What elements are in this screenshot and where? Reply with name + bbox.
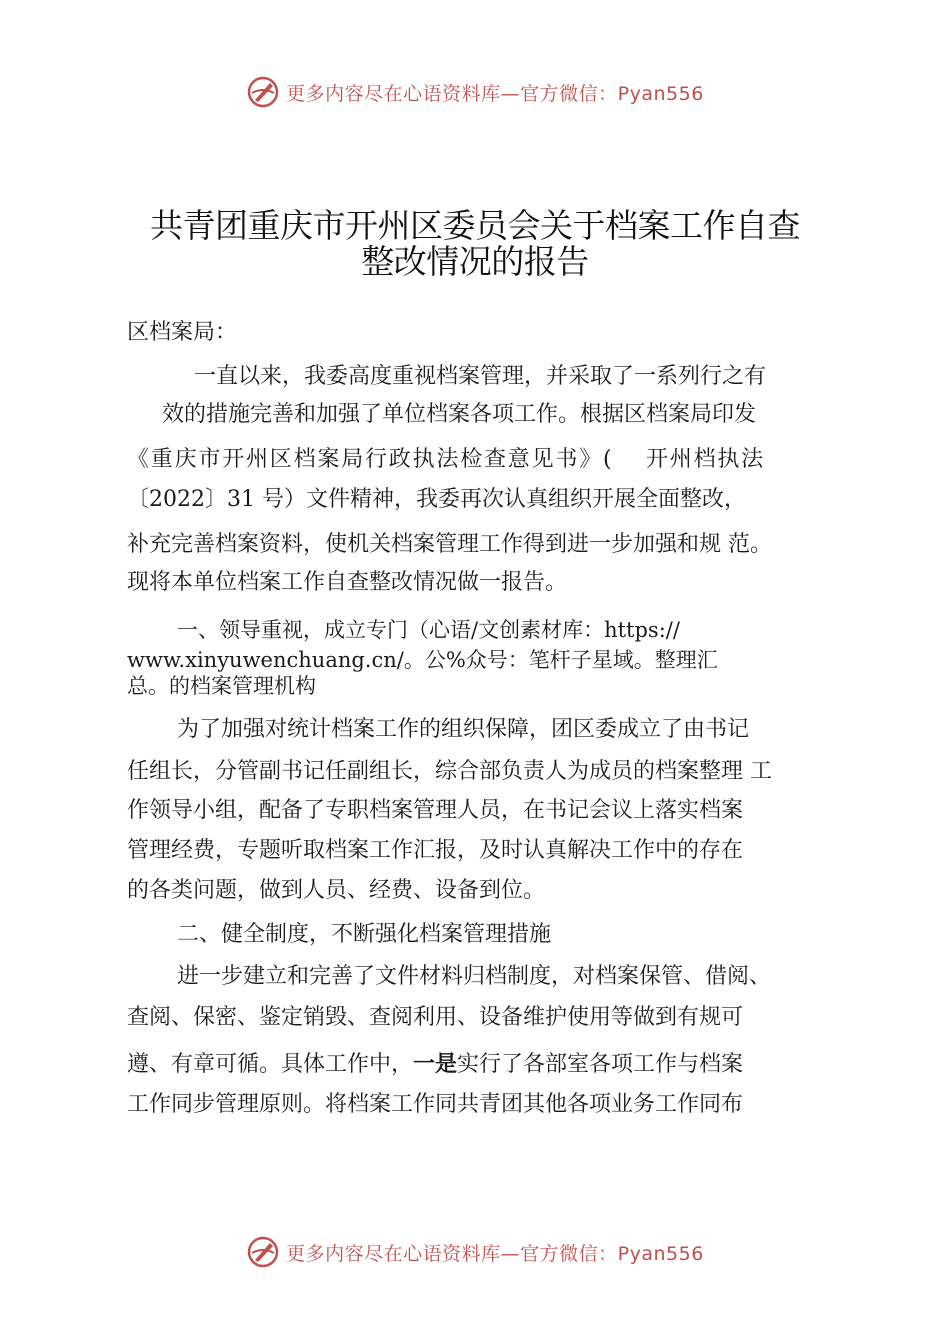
text-segment: 遵、有章可循。具体工作中， — [127, 1052, 414, 1077]
paragraph-line: 的各类问题，做到人员、经费、设备到位。 — [127, 878, 546, 903]
paragraph-line: 为了加强对统计档案工作的组织保障，团区委成立了由书记 — [177, 717, 750, 742]
paragraph-line: 进一步建立和完善了文件材料归档制度，对档案保管、借阅、 — [177, 964, 772, 989]
footer-banner — [0, 1232, 950, 1272]
paragraph-line: 作领导小组，配备了专职档案管理人员，在书记会议上落实档案 — [127, 798, 744, 823]
banner-text: 更多内容尽在心语资料库—官方微信：Pyan556 — [286, 82, 704, 105]
section-heading-1: 一、领导重视，成立专门（心语/文创素材库：https:// — [177, 618, 680, 642]
paragraph-line: 查阅、保密、鉴定销毁、查阅利用、设备维护使用等做到有规可 — [127, 1005, 744, 1030]
emphasis-text: 一是 — [413, 1052, 458, 1077]
quill-seal-icon — [246, 1235, 280, 1269]
paragraph-line: 任组长，分管副书记任副组长，综合部负责人为成员的档案整理 工 — [127, 759, 772, 784]
salutation: 区档案局： — [127, 320, 238, 345]
title-line-1: 共青团重庆市开州区委员会关于档案工作自查 — [150, 206, 800, 245]
section-heading-1: www.xinyuwenchuang.cn/。公%众号：笔杆子星域。整理汇 — [127, 648, 718, 672]
paragraph-line: 一直以来，我委高度重视档案管理，并采取了一系列行之有 — [194, 364, 767, 389]
paragraph-line: 效的措施完善和加强了单位档案各项工作。根据区档案局印发 — [162, 402, 757, 427]
quill-seal-icon — [246, 75, 280, 109]
title-line-2: 整改情况的报告 — [361, 242, 589, 281]
paragraph-line: 管理经费，专题听取档案工作汇报，及时认真解决工作中的存在 — [127, 838, 744, 863]
text-segment: 实行了各部室各项工作与档案 — [457, 1052, 744, 1077]
header-banner — [0, 72, 950, 112]
paragraph-line: 《重庆市开州区档案局行政执法检查意见书》( 开州档执法 — [127, 447, 765, 472]
section-heading-1: 总。的档案管理机构 — [127, 674, 316, 698]
document-title — [110, 208, 840, 280]
paragraph-line: 现将本单位档案工作自查整改情况做一报告。 — [127, 570, 568, 595]
paragraph-line — [127, 1050, 743, 1080]
section-heading-2: 二、健全制度，不断强化档案管理措施 — [177, 922, 552, 947]
paragraph-line: 补充完善档案资料，使机关档案管理工作得到进一步加强和规 范。 — [127, 532, 772, 557]
banner-text: 更多内容尽在心语资料库—官方微信：Pyan556 — [286, 1242, 704, 1265]
paragraph-line: 〔2022〕31 号）文件精神，我委再次认真组织开展全面整改， — [127, 487, 746, 512]
paragraph-line: 工作同步管理原则。将档案工作同共青团其他各项业务工作同布 — [127, 1092, 744, 1117]
